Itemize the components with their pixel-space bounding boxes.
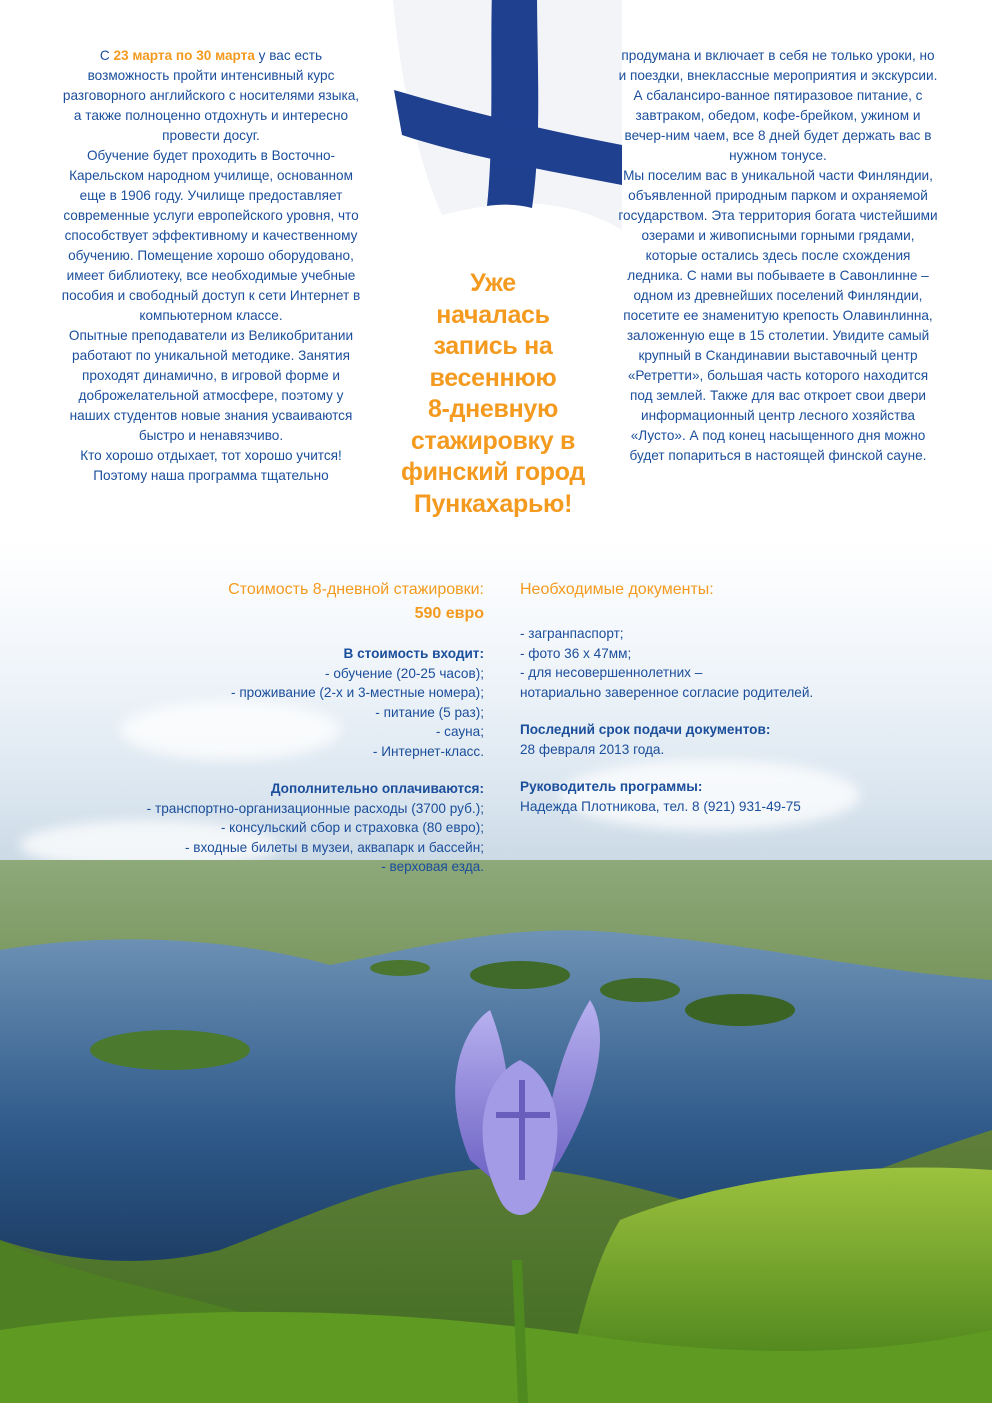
deadline-value: 28 февраля 2013 года. xyxy=(520,741,665,757)
included-item: - Интернет-класс. xyxy=(372,743,484,759)
cost-title: Стоимость 8-дневной стажировки: xyxy=(228,581,484,598)
headline-line: Пункахарью! xyxy=(413,489,573,518)
headline-line: весеннюю xyxy=(429,363,557,392)
included-item: - сауна; xyxy=(435,724,484,739)
extra-title: Дополнительно оплачиваются: xyxy=(270,781,484,796)
program-paragraph: Кто хорошо отдыхает, тот хорошо учится! Поэтому наша программа тщательно xyxy=(80,448,342,483)
included-item: - обучение (20-25 часов); xyxy=(325,665,484,681)
document-item: - для несовершеннолетних – xyxy=(520,665,703,680)
manager-contact: Надежда Плотникова, тел. 8 (921) 931-49-75 xyxy=(520,798,801,814)
price: 590 евро xyxy=(414,605,484,622)
headline-line: запись на xyxy=(433,332,553,360)
headline-line: стажировку в xyxy=(410,426,576,455)
cost-block xyxy=(70,578,484,877)
intro-paragraph xyxy=(60,46,362,146)
left-text-column xyxy=(60,46,362,486)
documents-block xyxy=(520,578,920,816)
location-paragraph: Мы поселим вас в уникальной части Финляндии, объявленной природным парком и охраняемой государством. Эта территория богата чистейшими озерами и живописными горными грядами, которые остались здесь после схождения ледника. С нами вы побываете в Савонлинне – одном из древнейших поселений Финляндии, посетите ее знаменитую крепость Олавинлинна, заложенную еще в 15 столетии. Увидите самый крупный в Скандинавии выставочный центр «Ретретти», большая часть которого находится под землей. Также для вас откроет свои двери информационный центр лесного хозяйства «Лусто». А под конец насыщенного дня можно будет попариться в настоящей финской сауне. xyxy=(618,168,938,463)
right-text-column xyxy=(618,46,938,466)
included-title: В стоимость входит: xyxy=(343,646,484,661)
document-item: - загранпаспорт; xyxy=(520,626,624,641)
document-item: нотариально заверенное согласие родителей. xyxy=(520,684,814,700)
intro-post: у вас есть возможность пройти интенсивный курс разговорного английского с носителями языка, а также полноценно отдохнуть и интересно провести досуг. xyxy=(62,48,360,143)
extra-item: - входные билеты в музеи, аквапарк и бассейн; xyxy=(184,839,484,855)
extra-item: - верховая езда. xyxy=(381,859,484,874)
extra-item: - транспортно-организационные расходы (3700 руб.); xyxy=(146,800,484,816)
headline-line: Уже xyxy=(470,269,516,297)
headline-line: началась xyxy=(436,300,550,329)
program-continued-paragraph: продумана и включает в себя не только уроки, но и поездки, внеклассные мероприятия и экскурсии. А сбалансиро-ванное пятиразовое питание, с завтраком, обедом, кофе-брейком, ужином и вечер-ним чаем, все 8 дней будет держать вас в нужном тонусе. xyxy=(618,48,938,163)
headline-line: 8-дневную xyxy=(427,395,559,423)
included-item: - питание (5 раз); xyxy=(375,704,484,720)
included-item: - проживание (2-х и 3-местные номера); xyxy=(231,685,484,700)
intro-dates: 23 марта по 30 марта xyxy=(113,48,255,63)
document-item: - фото 36 х 47мм; xyxy=(520,645,632,661)
headline xyxy=(378,268,608,520)
school-paragraph: Обучение будет проходить в Восточно-Карельском народном училище, основанном еще в 1906 году. Училище предоставляет современные услуги европейского уровня, что способствует эффективному и качественному обучению. Помещение хорошо оборудовано, имеет библиотеку, все необходимые учебные пособия и свободный доступ к сети Интернет в компьютерном классе. xyxy=(61,148,361,323)
teachers-paragraph: Опытные преподаватели из Великобритании работают по уникальной методике. Занятия проходят динамично, в игровой форме и доброжелательной атмосфере, поэтому у наших студентов новые знания усваиваются быстро и ненавязчиво. xyxy=(68,328,354,443)
extra-item: - консульский сбор и страховка (80 евро); xyxy=(220,820,484,835)
documents-title: Необходимые документы: xyxy=(520,581,714,598)
headline-line: финский город xyxy=(401,458,585,486)
deadline-title: Последний срок подачи документов: xyxy=(520,722,771,737)
intro-pre: С xyxy=(99,48,114,63)
manager-title: Руководитель программы: xyxy=(520,779,703,794)
finland-flag-icon xyxy=(372,0,622,235)
lake-landscape-image xyxy=(0,860,992,1403)
